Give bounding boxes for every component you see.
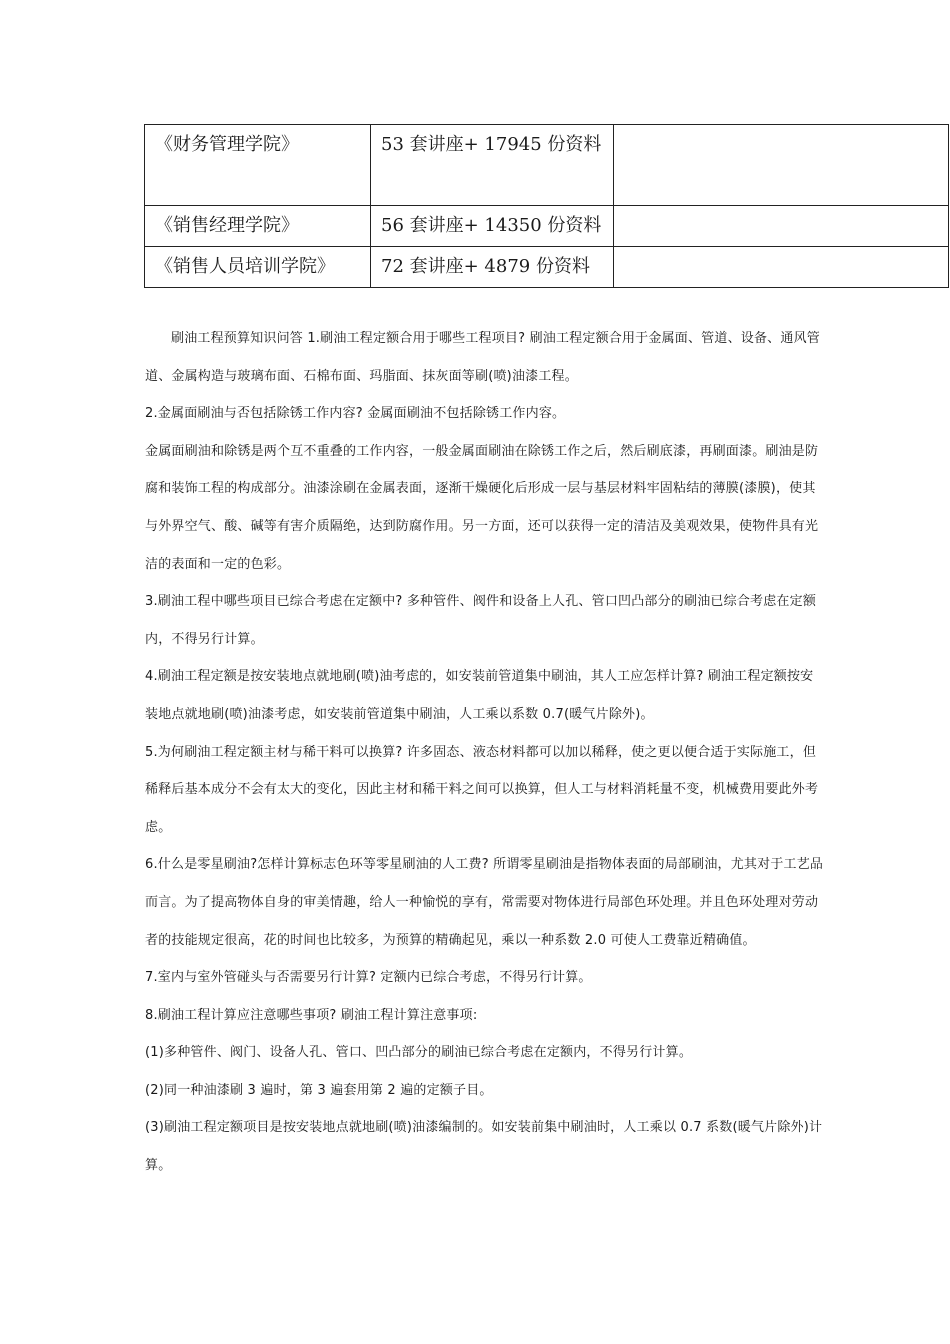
paragraph-note-3: (3)刷油工程定额项目是按安装地点就地刷(喷)油漆编制的。如安装前集中刷油时，人工乘以 0.7 系数(暖气片除外)计算。 xyxy=(145,1120,823,1174)
paragraph-q3: 3.刷油工程中哪些项目已综合考虑在定额中? 多种管件、阀件和设备上人孔、管口凹凸部分的刷油已综合考虑在定额内，不得另行计算。 xyxy=(145,594,817,647)
paragraph-q2: 2.金属面刷油与否包括除锈工作内容? 金属面刷油不包括除锈工作内容。 xyxy=(145,406,566,422)
course-name: 《财务管理学院》 xyxy=(145,125,371,206)
paragraph-q6: 6.什么是零星刷油?怎样计算标志色环等零星刷油的人工费? 所谓零星刷油是指物体表面的局部刷油，尤其对于工艺品而言。为了提高物体自身的审美情趣，给人一种愉悦的享有，常需要对物体进行局部色环处理。并且色环处理对劳动者的技能规定很高，花的时间也比较多，为预算的精确起见，乘以一种系数 2.0 可使人工费靠近精确值。 xyxy=(145,857,824,948)
course-content: 56 套讲座+ 14350 份资料 xyxy=(371,206,614,247)
paragraph-derust: 金属面刷油和除锈是两个互不重叠的工作内容，一般金属面刷油在除锈工作之后，然后刷底漆，再刷面漆。刷油是防腐和装饰工程的构成部分。油漆涂刷在金属表面，逐渐干燥硬化后形成一层与基层材料牢固粘结的薄膜(漆膜)，使其与外界空气、酸、碱等有害介质隔绝，达到防腐作用。另一方面，还可以获得一定的清洁及美观效果，使物件具有光洁的表面和一定的色彩。 xyxy=(145,443,819,572)
course-name: 《销售人员培训学院》 xyxy=(145,247,371,288)
course-extra xyxy=(614,125,949,206)
resource-table xyxy=(144,124,949,288)
paragraph-q7: 7.室内与室外管碰头与否需要另行计算? 定额内已综合考虑，不得另行计算。 xyxy=(145,970,592,986)
course-content: 72 套讲座+ 4879 份资料 xyxy=(371,247,614,288)
table-row xyxy=(145,206,949,247)
paragraph-note-1: (1)多种管件、阀门、设备人孔、管口、凹凸部分的刷油已综合考虑在定额内，不得另行计算。 xyxy=(145,1045,693,1061)
course-name: 《销售经理学院》 xyxy=(145,206,371,247)
table-row xyxy=(145,125,949,206)
paragraph-q4: 4.刷油工程定额是按安装地点就地刷(喷)油考虑的，如安装前管道集中刷油，其人工应怎样计算? 刷油工程定额按安装地点就地刷(喷)油漆考虑，如安装前管道集中刷油，人工乘以系数 0.7(暖气片除外)。 xyxy=(145,669,814,722)
paragraph-q5: 5.为何刷油工程定额主材与稀干料可以换算? 许多固态、液态材料都可以加以稀释，使之更以便合适于实际施工，但稀释后基本成分不会有太大的变化，因此主材和稀干料之间可以换算，但人工与材料消耗量不变，机械费用要此外考虑。 xyxy=(145,744,819,835)
paragraph-intro: 刷油工程预算知识问答 1.刷油工程定额合用于哪些工程项目? 刷油工程定额合用于金属面、管道、设备、通风管道、金属构造与玻璃布面、石棉布面、玛脂面、抹灰面等刷(喷)油漆工程。 xyxy=(145,331,820,384)
course-content: 53 套讲座+ 17945 份资料 xyxy=(371,125,614,206)
article-body xyxy=(145,320,825,1185)
paragraph-q8: 8.刷油工程计算应注意哪些事项? 刷油工程计算注意事项: xyxy=(145,1007,478,1023)
paragraph-note-2: (2)同一种油漆刷 3 遍时，第 3 遍套用第 2 遍的定额子目。 xyxy=(145,1082,493,1098)
course-extra xyxy=(614,247,949,288)
table-row xyxy=(145,247,949,288)
course-extra xyxy=(614,206,949,247)
